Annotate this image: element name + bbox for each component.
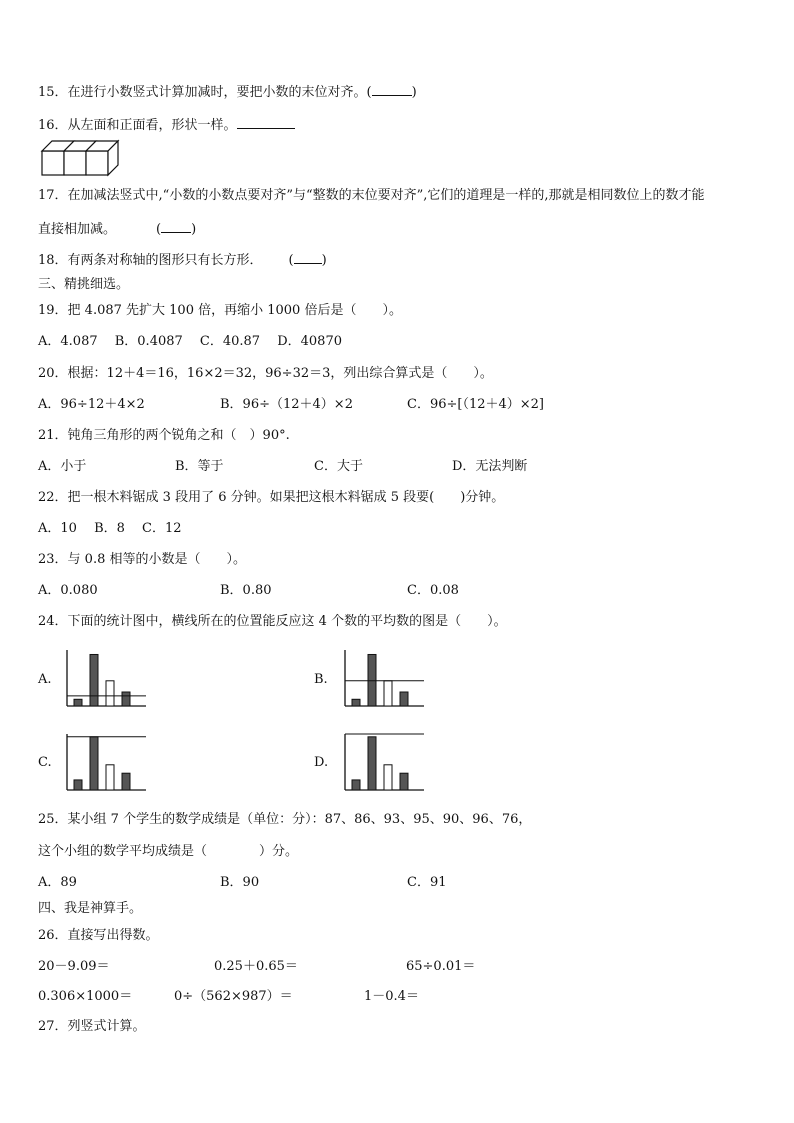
q25-option-c[interactable]: C．91 <box>407 875 447 890</box>
q24-chart-d[interactable] <box>342 732 426 792</box>
q16 <box>38 115 295 135</box>
q25-option-b[interactable]: B．90 <box>220 875 260 890</box>
q23-option-a[interactable]: A．0.080 <box>38 583 98 598</box>
chart-bar <box>122 692 130 706</box>
section-3-heading: 三、精挑细选。 <box>38 277 130 292</box>
chart-bar <box>106 681 114 706</box>
q18: 18．有两条对称轴的图形只有长方形． ( ) <box>38 250 327 270</box>
chart-bar <box>400 692 408 706</box>
chart-bar <box>74 699 82 706</box>
chart-bar <box>106 765 114 790</box>
q26-item-2[interactable]: 0.25＋0.65＝ <box>214 959 298 974</box>
q19-question: 19．把 4.087 先扩大 100 倍，再缩小 1000 倍后是（ ）。 <box>38 303 402 318</box>
q23-option-c[interactable]: C．0.08 <box>407 583 459 598</box>
q24-option-b-label[interactable]: B. <box>314 672 328 687</box>
q15-close: ) <box>411 85 417 100</box>
section-4-heading: 四、我是神算手。 <box>38 901 143 916</box>
q24-chart-c[interactable] <box>64 732 148 792</box>
chart-bar <box>90 654 98 706</box>
q26-item-1[interactable]: 20－9.09＝ <box>38 959 110 974</box>
q24-option-a-label[interactable]: A. <box>38 672 52 687</box>
q21-option-a[interactable]: A．小于 <box>38 459 87 474</box>
q21-option-d[interactable]: D．无法判断 <box>452 459 528 474</box>
q16-answer-blank[interactable] <box>237 115 295 129</box>
q17-answer-blank[interactable] <box>161 219 191 233</box>
q18-text: 18．有两条对称轴的图形只有长方形． <box>38 253 263 268</box>
q20-option-c[interactable]: C．96÷[（12＋4）×2] <box>407 397 545 412</box>
q27-question: 27．列竖式计算。 <box>38 1019 146 1034</box>
q15-text: 15．在进行小数竖式计算加减时，要把小数的末位对齐。( <box>38 85 372 100</box>
q26-item-4[interactable]: 0.306×1000＝ <box>38 989 133 1004</box>
chart-bar <box>368 654 376 706</box>
q20-option-b[interactable]: B．96÷（12＋4）×2 <box>220 397 353 412</box>
q19-options[interactable]: A．4.087 B．0.4087 C．40.87 D．40870 <box>38 334 342 349</box>
q26-item-5[interactable]: 0÷（562×987）＝ <box>174 989 293 1004</box>
q17-line2: 直接相加减。 ( ) <box>38 219 196 239</box>
q23-question: 23．与 0.8 相等的小数是（ ）。 <box>38 552 246 567</box>
q16-text: 16．从左面和正面看，形状一样。 <box>38 118 237 133</box>
chart-bar <box>384 681 392 706</box>
q20-option-a[interactable]: A．96÷12＋4×2 <box>38 397 145 412</box>
chart-bar <box>368 737 376 790</box>
q24-chart-a[interactable] <box>64 648 148 708</box>
q24-option-c-label[interactable]: C. <box>38 755 52 770</box>
q25-line1: 25．某小组 7 个学生的数学成绩是（单位：分）：87、86、93、95、90、96、76， <box>38 812 532 827</box>
q24-option-d-label[interactable]: D. <box>314 755 329 770</box>
q17-line1: 17．在加减法竖式中,“小数的小数点要对齐”与“整数的末位要对齐”,它们的道理是一样的,那就是相同数位上的数才能 <box>38 188 705 203</box>
chart-bar <box>90 737 98 790</box>
q23-option-b[interactable]: B．0.80 <box>220 583 272 598</box>
q21-option-c[interactable]: C．大于 <box>314 459 363 474</box>
cube-figure <box>40 139 130 181</box>
q24-chart-b[interactable] <box>342 648 426 708</box>
q26-item-3[interactable]: 65÷0.01＝ <box>406 959 476 974</box>
chart-bar <box>352 780 360 790</box>
q21-question: 21．钝角三角形的两个锐角之和（ ）90°. <box>38 428 290 443</box>
q18-answer-blank[interactable] <box>294 250 322 264</box>
chart-bar <box>352 699 360 706</box>
q25-option-a[interactable]: A．89 <box>38 875 77 890</box>
q22-question: 22．把一根木料锯成 3 段用了 6 分钟。如果把这根木料锯成 5 段要( )分钟。 <box>38 490 505 505</box>
q20-question: 20．根据：12＋4＝16，16×2＝32，96÷32＝3，列出综合算式是（ ）。 <box>38 366 493 381</box>
q26-item-6[interactable]: 1－0.4＝ <box>364 989 419 1004</box>
q15-answer-blank[interactable] <box>372 82 412 96</box>
q25-line2: 这个小组的数学平均成绩是（ ）分。 <box>38 844 299 859</box>
chart-bar <box>122 773 130 790</box>
chart-bar <box>400 773 408 790</box>
q22-options[interactable]: A．10 B．8 C．12 <box>38 521 182 536</box>
q21-option-b[interactable]: B．等于 <box>175 459 224 474</box>
q26-question: 26．直接写出得数。 <box>38 928 159 943</box>
chart-bar <box>384 765 392 790</box>
q17-line2-text: 直接相加减。 <box>38 222 117 237</box>
q15 <box>38 82 417 102</box>
chart-bar <box>74 780 82 790</box>
q24-question: 24．下面的统计图中，横线所在的位置能反应这 4 个数的平均数的图是（ ）。 <box>38 614 507 629</box>
